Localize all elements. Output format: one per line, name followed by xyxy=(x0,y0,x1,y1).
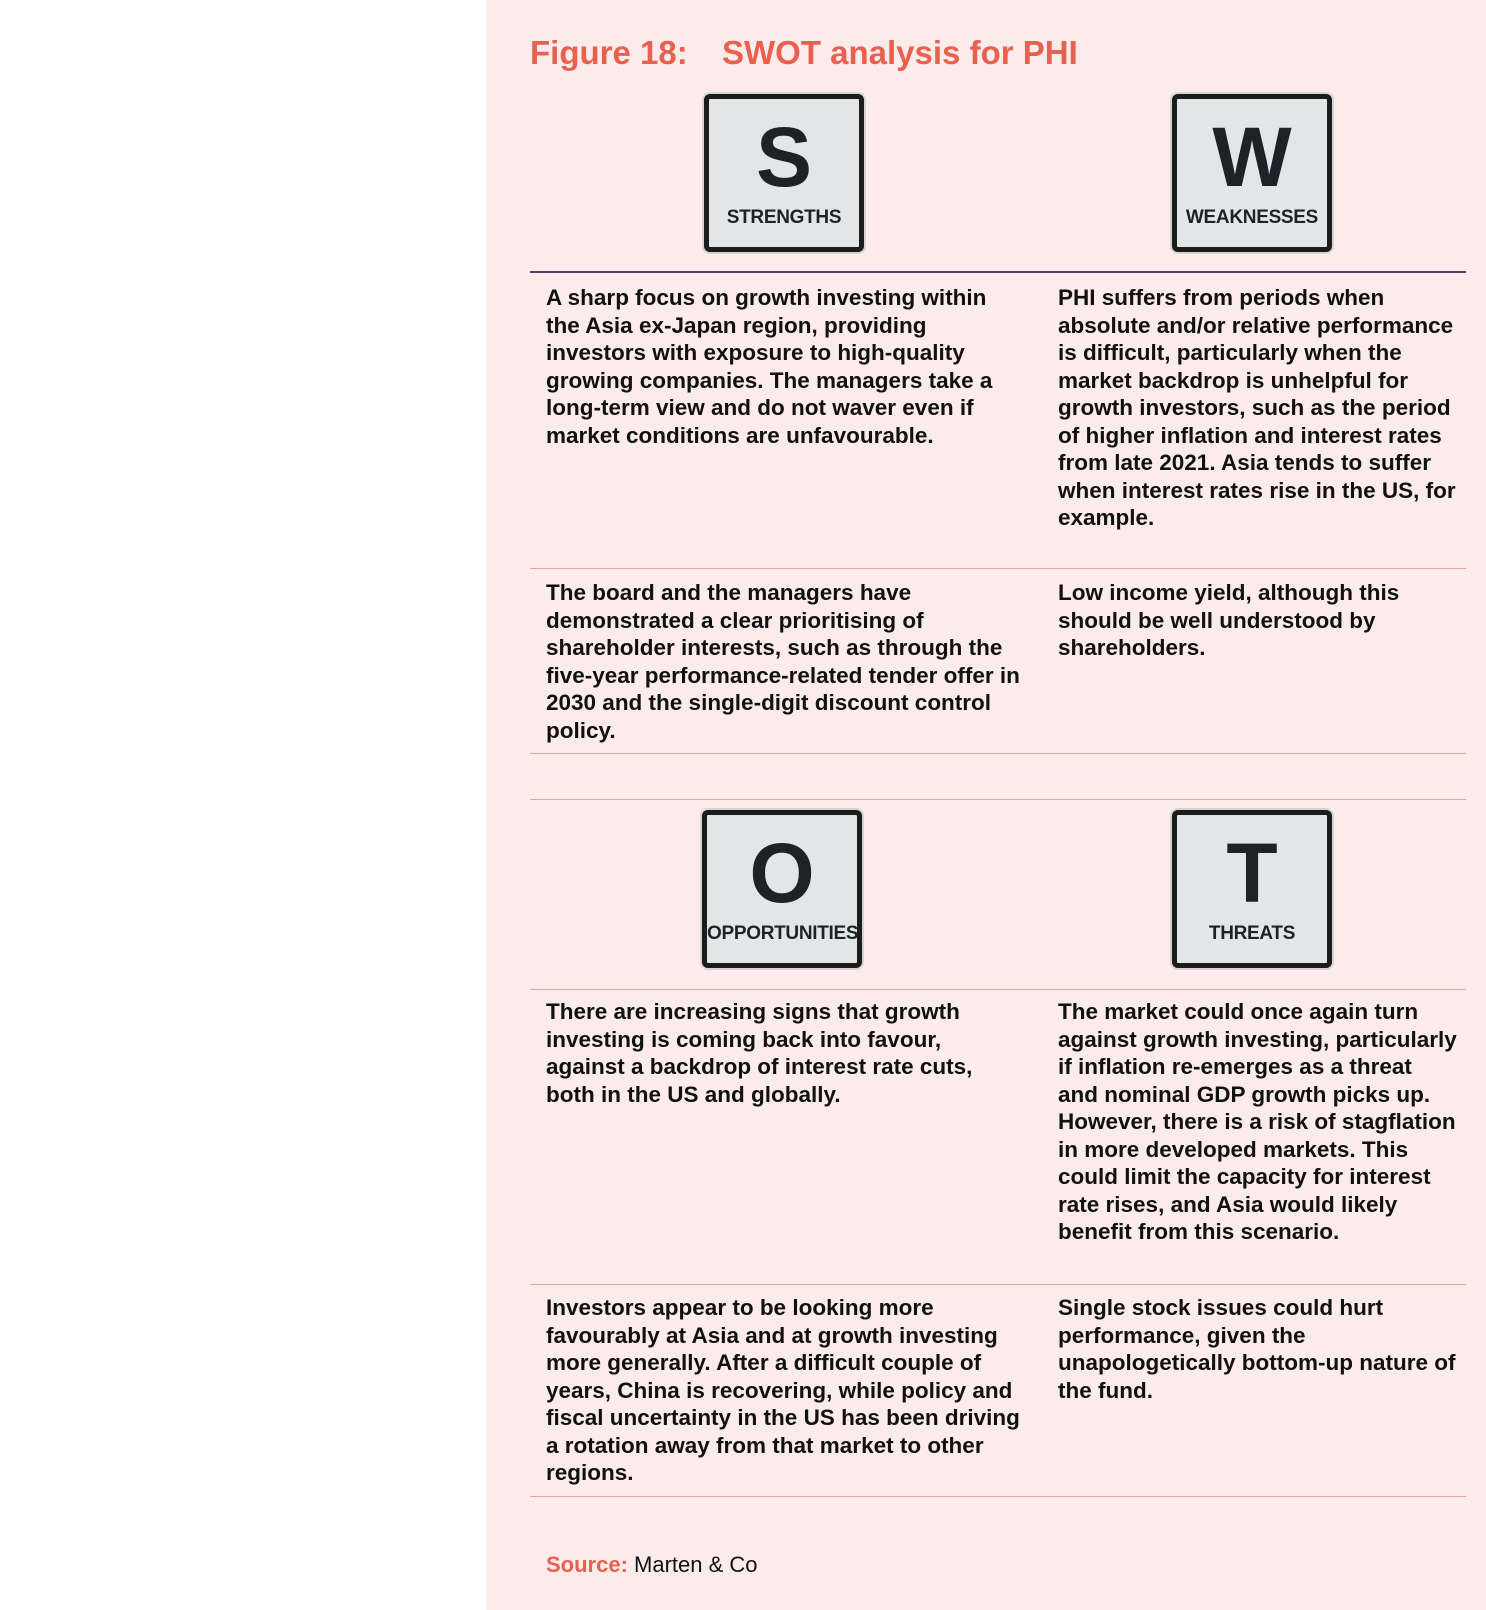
opportunities-label: OPPORTUNITIES xyxy=(707,923,859,944)
threat-item: The market could once again turn against growth investing, particularly if inflation re-emerges as a threat and nominal GDP growth picks up. However, there is a risk of stagflation in more developed markets. This could limit the capacity for interest rate rises, and Asia would likely benefit from this scenario. xyxy=(1058,999,1457,1244)
divider xyxy=(530,989,1466,990)
divider xyxy=(530,271,1466,273)
source-label: Source: xyxy=(546,1552,628,1577)
opportunities-tile xyxy=(702,810,862,968)
weakness-item: PHI suffers from periods when absolute and/or relative performance is difficult, particularly when the market backdrop is unhelpful for growth investors, such as the period of higher inflation and interest rates from late 2021. Asia tends to suffer when interest rates rise in the US, for example. xyxy=(1058,285,1456,530)
threat-item: Single stock issues could hurt performance, given the unapologetically bottom-up nature of the fund. xyxy=(1058,1295,1456,1403)
divider xyxy=(530,753,1466,754)
threats-tile xyxy=(1172,810,1332,968)
source-text: Marten & Co xyxy=(634,1552,758,1577)
threats-label: THREATS xyxy=(1208,923,1296,944)
divider xyxy=(530,1284,1466,1285)
opportunity-item: Investors appear to be looking more favourably at Asia and at growth investing more generally. After a difficult couple of years, China is recovering, while policy and fiscal uncertainty in the US has been driving a rotation away from that market to other regions. xyxy=(546,1295,1020,1485)
weakness-item: Low income yield, although this should be well understood by shareholders. xyxy=(1058,580,1400,660)
weaknesses-tile xyxy=(1172,94,1332,252)
weaknesses-letter: W xyxy=(1212,110,1292,204)
figure-title xyxy=(530,34,1078,72)
strengths-tile xyxy=(704,94,864,252)
source-note xyxy=(546,1552,758,1578)
threats-letter: T xyxy=(1226,826,1278,920)
opportunities-letter: O xyxy=(749,826,815,920)
figure-number: Figure 18: xyxy=(530,34,688,71)
strength-item: A sharp focus on growth investing within the Asia ex-Japan region, providing investors with exposure to high-quality growing companies. The managers take a long-term view and do not waver even if market conditions are unfavourable. xyxy=(546,285,993,448)
divider xyxy=(530,799,1466,800)
weaknesses-label: WEAKNESSES xyxy=(1185,207,1319,228)
strengths-letter: S xyxy=(755,110,813,204)
opportunity-item: There are increasing signs that growth investing is coming back into favour, against a backdrop of interest rate cuts, both in the US and globally. xyxy=(546,999,973,1107)
divider xyxy=(530,568,1466,569)
figure-title-text: SWOT analysis for PHI xyxy=(722,34,1078,71)
strengths-label: STRENGTHS xyxy=(726,207,842,228)
divider xyxy=(530,1496,1466,1497)
strength-item: The board and the managers have demonstrated a clear prioritising of shareholder interests, such as through the five-year performance-related tender offer in 2030 and the single-digit discount control policy. xyxy=(546,580,1020,743)
